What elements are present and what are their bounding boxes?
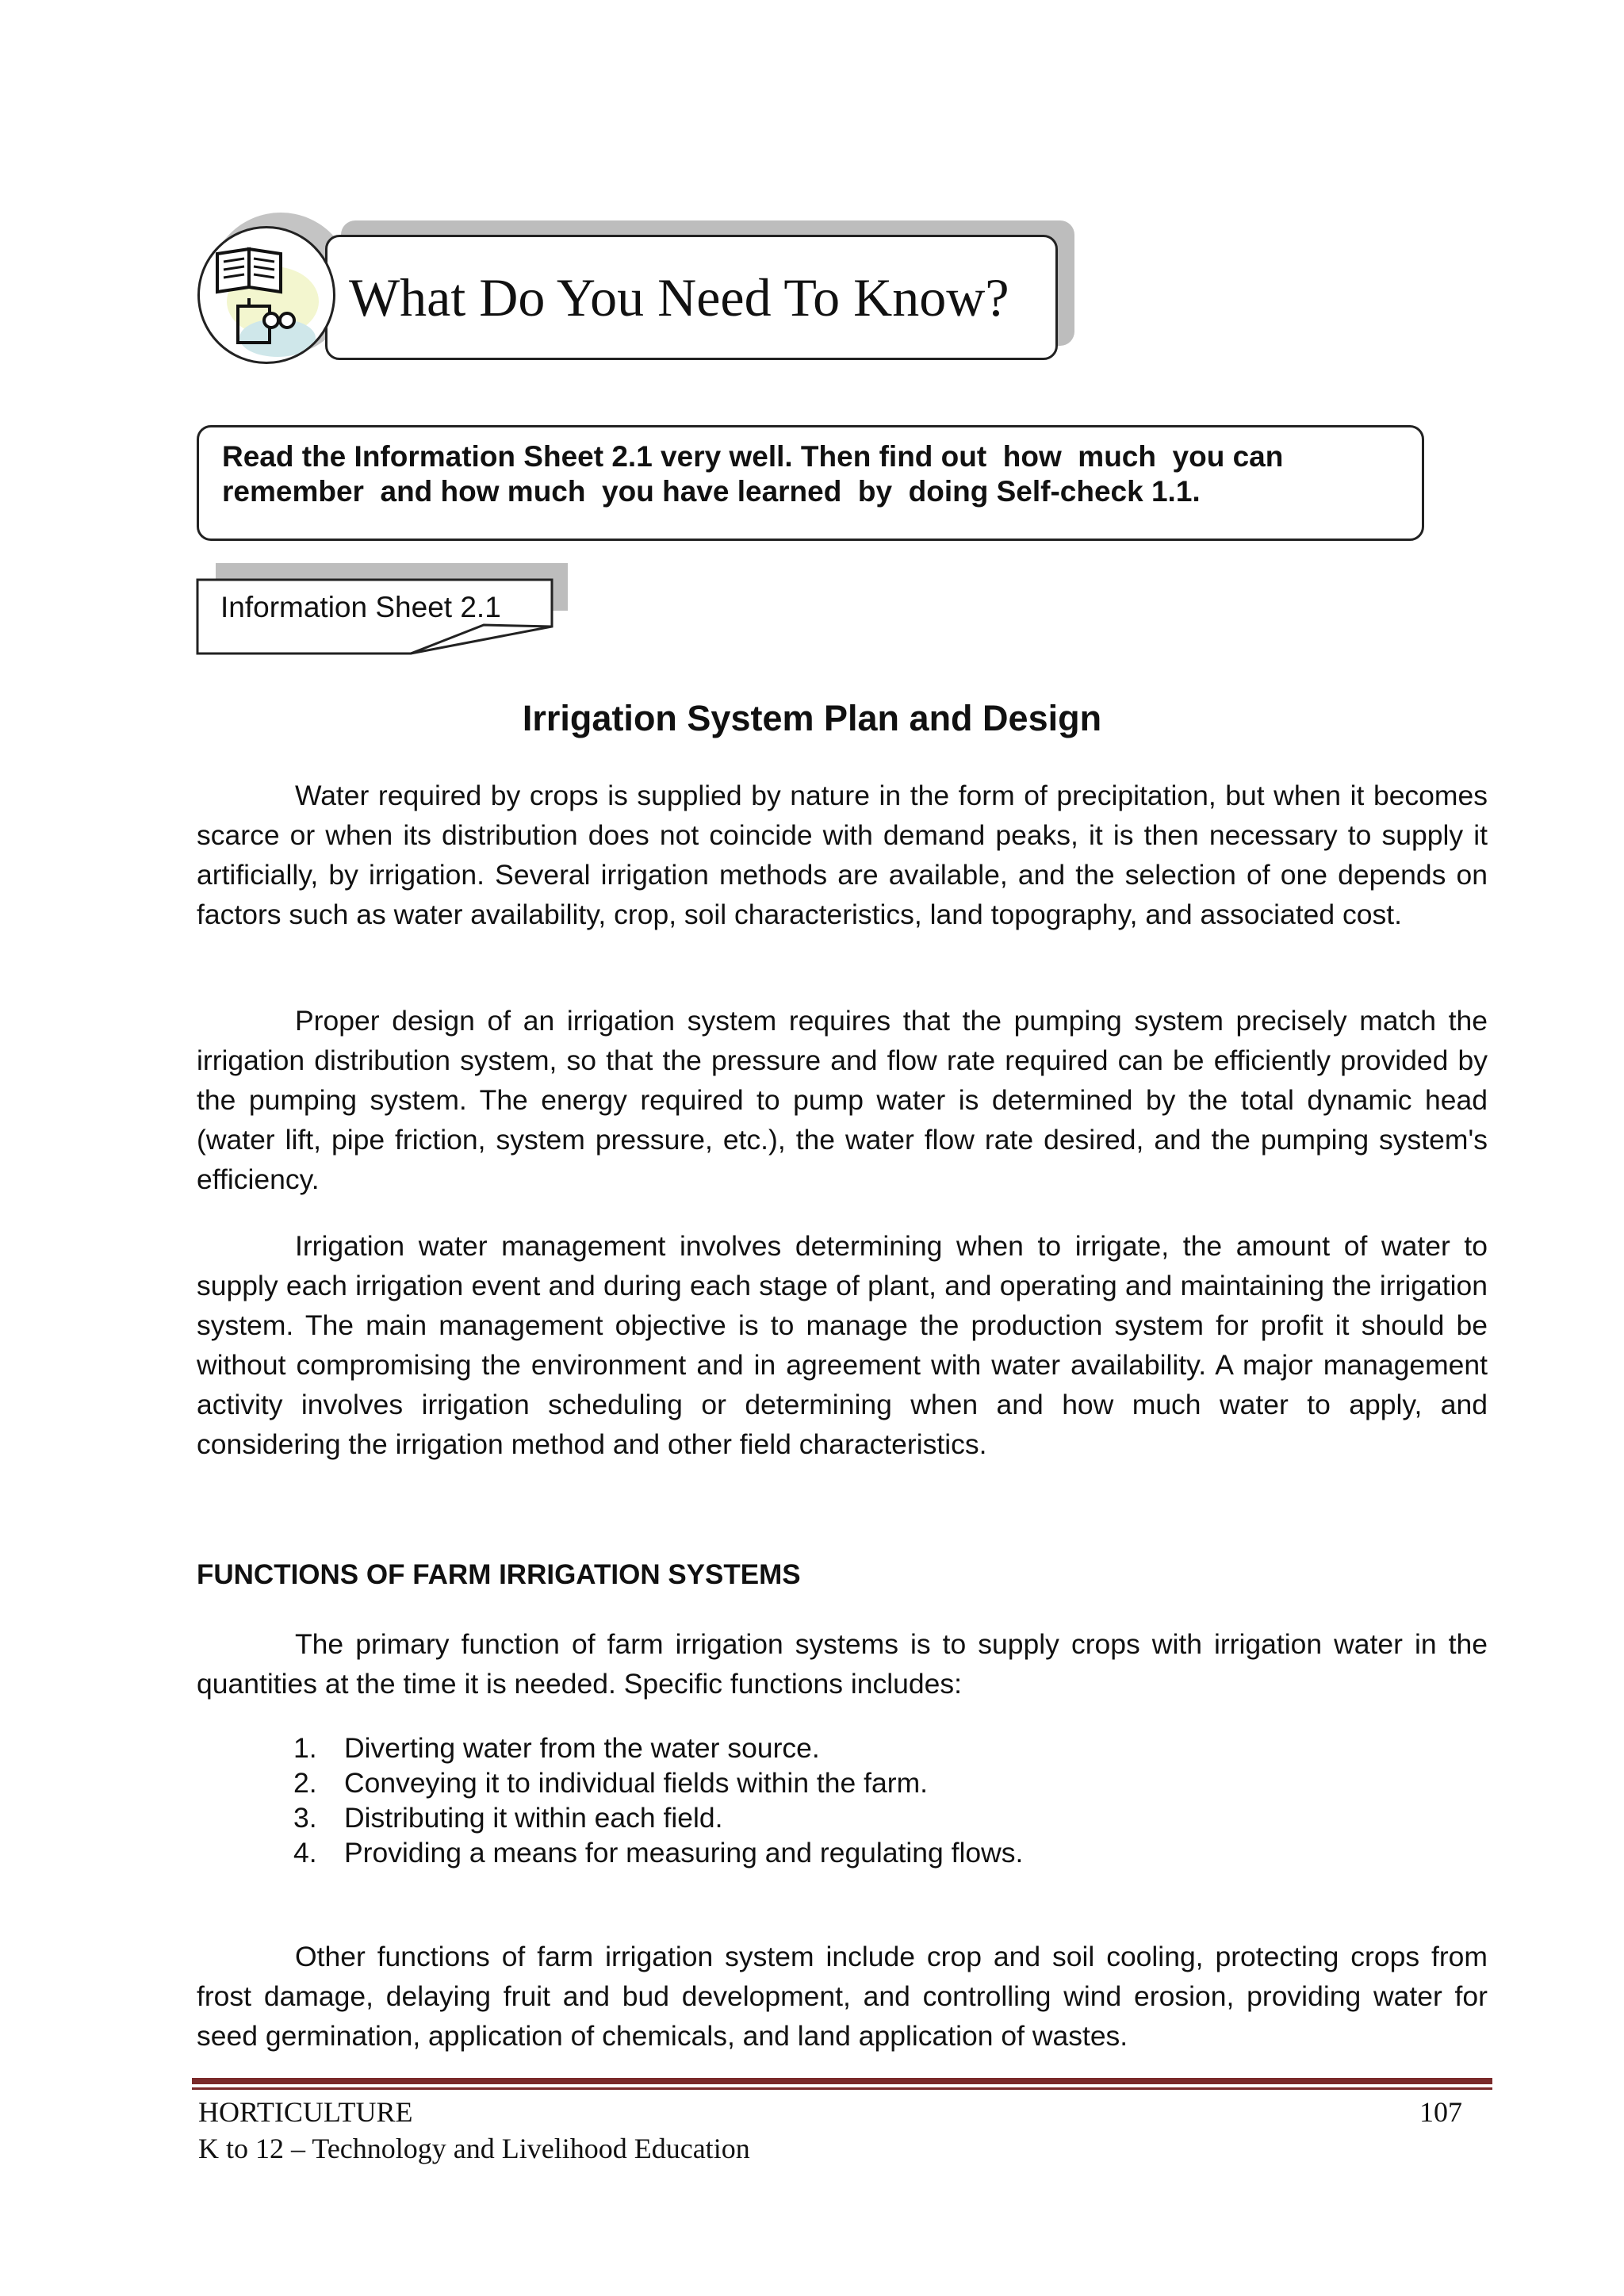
- footer-course: K to 12 – Technology and Livelihood Education: [198, 2133, 750, 2164]
- list-text: Conveying it to individual fields within the farm.: [344, 1767, 929, 1799]
- functions-intro: The primary function of farm irrigation systems is to supply crops with irrigation water in the quantities at the time it is needed. Specific functions includes:: [197, 1628, 1488, 1700]
- book-reader-icon: [197, 226, 335, 364]
- list-text: Diverting water from the water source.: [344, 1732, 820, 1764]
- instruction-line-2: remember and how much you have learned by doing Self-check 1.1.: [222, 475, 1201, 508]
- list-item: [293, 1731, 1023, 1765]
- instruction-line-1: Read the Information Sheet 2.1 very well. Then find out how much you can: [222, 440, 1284, 473]
- footer-rule-thick: [192, 2078, 1492, 2084]
- list-item: [293, 1835, 1023, 1870]
- page-number: 107: [1419, 2096, 1462, 2128]
- list-item: [293, 1800, 1023, 1835]
- paragraph-2: Proper design of an irrigation system requires that the pumping system precisely match the irrigation distribution system, so that the pressure and flow rate required can be efficiently provided by the pumping system. The energy required to pump water is determined by the total dynamic head (water lift, pipe friction, system pressure, etc.), the water flow rate desired, and the pumping system's efficiency.: [197, 1005, 1488, 1195]
- list-number: 1.: [293, 1732, 317, 1764]
- functions-list: [293, 1731, 1023, 1870]
- instruction-text: [222, 439, 1396, 509]
- list-number: 4.: [293, 1837, 317, 1869]
- other-functions-paragraph: Other functions of farm irrigation system include crop and soil cooling, protecting crops from frost damage, delaying fruit and bud development, and controlling wind erosion, providing water for seed germination, application of chemicals, and land application of wastes.: [197, 1941, 1488, 2052]
- footer-subject: HORTICULTURE: [198, 2096, 413, 2128]
- list-number: 3.: [293, 1802, 317, 1834]
- section-title: Irrigation System Plan and Design: [522, 698, 1102, 738]
- list-number: 2.: [293, 1767, 317, 1799]
- banner-title: What Do You Need To Know?: [349, 267, 1009, 328]
- functions-heading: FUNCTIONS OF FARM IRRIGATION SYSTEMS: [197, 1559, 801, 1590]
- footer-text: [198, 2094, 750, 2167]
- paragraph-3: Irrigation water management involves determining when to irrigate, the amount of water to supply each irrigation event and during each stage of plant, and operating and maintaining the irrigation system. The main management objective is to manage the production system for profit it should be without compromising the environment and in agreement with water availability. A major management activity involves irrigation scheduling or determining when and how much water to apply, and considering the irrigation method and other field characteristics.: [197, 1230, 1488, 1460]
- footer-rule-thin: [192, 2087, 1492, 2090]
- info-sheet-tab-label: Information Sheet 2.1: [220, 591, 501, 623]
- list-text: Providing a means for measuring and regulating flows.: [344, 1837, 1024, 1869]
- list-item: [293, 1765, 1023, 1800]
- list-text: Distributing it within each field.: [344, 1802, 723, 1834]
- paragraph-1: Water required by crops is supplied by nature in the form of precipitation, but when it becomes scarce or when its distribution does not coincide with demand peaks, it is then necessary to supply it artificially, by irrigation. Several irrigation methods are available, and the selection of one depends on factors such as water availability, crop, soil characteristics, land topography, and associated cost.: [197, 780, 1488, 930]
